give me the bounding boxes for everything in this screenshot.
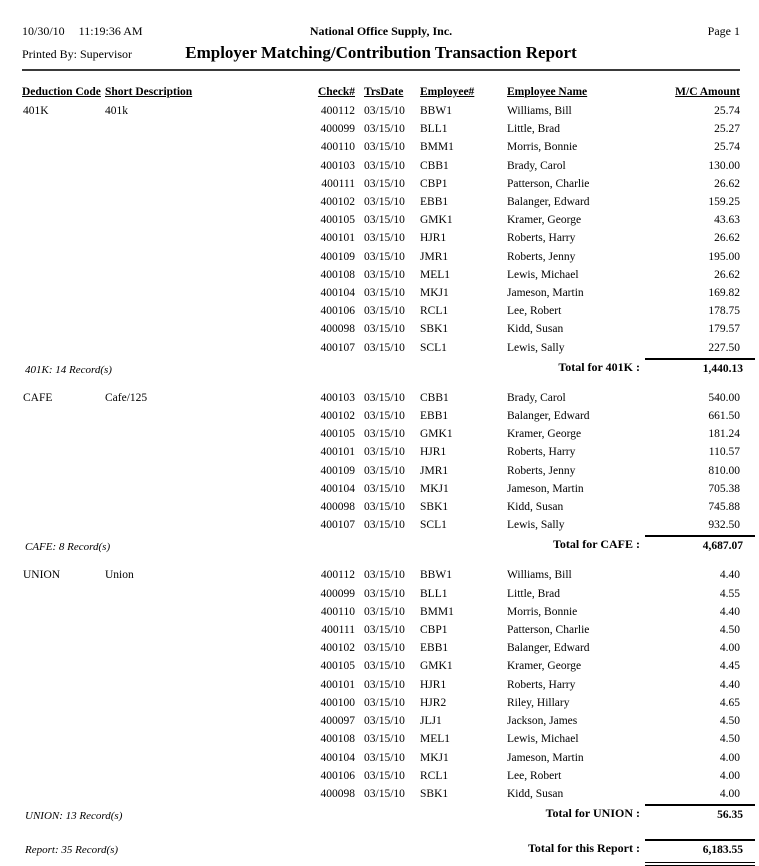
mc-amount: 178.75 [708, 305, 740, 318]
check-number: 400105 [320, 428, 355, 441]
mc-amount: 810.00 [708, 464, 740, 477]
mc-amount: 4.50 [719, 624, 740, 637]
transaction-row [22, 120, 740, 138]
transaction-date: 03/15/10 [364, 428, 405, 441]
mc-amount: 130.00 [708, 159, 740, 172]
employee-name: Brady, Carol [507, 391, 566, 404]
mc-amount: 195.00 [708, 250, 740, 263]
check-number: 400110 [320, 141, 355, 154]
transaction-row [22, 462, 740, 480]
check-number: 400106 [320, 305, 355, 318]
employee-name: Brady, Carol [507, 159, 566, 172]
transaction-date: 03/15/10 [364, 268, 405, 281]
check-number: 400109 [320, 250, 355, 263]
print-date: 10/30/10 [22, 24, 65, 38]
mc-amount: 43.63 [714, 214, 740, 227]
mc-amount: 4.00 [719, 642, 740, 655]
employee-number: CBB1 [420, 159, 449, 172]
check-number: 400111 [321, 624, 355, 637]
group-total-amount: 1,440.13 [645, 358, 755, 377]
employee-number: EBB1 [420, 410, 449, 423]
mc-amount: 745.88 [708, 501, 740, 514]
check-number: 400102 [320, 196, 355, 209]
employee-number: SBK1 [420, 787, 449, 800]
transaction-row [22, 407, 740, 425]
employee-number: MEL1 [420, 733, 451, 746]
employee-name: Lewis, Michael [507, 268, 579, 281]
group-total-amount: 56.35 [645, 804, 755, 823]
employee-number: GMK1 [420, 214, 453, 227]
employee-number: EBB1 [420, 196, 449, 209]
check-number: 400098 [320, 787, 355, 800]
check-number: 400103 [320, 391, 355, 404]
mc-amount: 4.00 [719, 769, 740, 782]
report-title: Employer Matching/Contribution Transaction Report [185, 43, 577, 62]
mc-amount: 4.50 [719, 715, 740, 728]
employee-name: Williams, Bill [507, 105, 572, 117]
employee-name: Morris, Bonnie [507, 141, 578, 154]
transaction-date: 03/15/10 [364, 605, 405, 618]
report-footer [22, 839, 743, 866]
transaction-date: 03/15/10 [364, 123, 405, 136]
check-number: 400107 [320, 519, 355, 532]
transaction-row [22, 480, 740, 498]
transaction-row [22, 498, 740, 516]
header-row-1 [22, 24, 740, 39]
mc-amount: 4.40 [719, 569, 740, 582]
transaction-row [22, 302, 740, 320]
transaction-row [22, 266, 740, 284]
group-total-label: Total for 401K : [558, 359, 640, 374]
check-number: 400108 [320, 268, 355, 281]
employee-number: HJR2 [420, 696, 447, 709]
mc-amount: 4.65 [719, 696, 740, 709]
mc-amount: 179.57 [708, 323, 740, 336]
transaction-date: 03/15/10 [364, 141, 405, 154]
transaction-date: 03/15/10 [364, 250, 405, 263]
group-record-count: CAFE: 8 Record(s) [25, 541, 111, 554]
employee-number: BMM1 [420, 605, 454, 618]
check-number: 400099 [320, 587, 355, 600]
transaction-date: 03/15/10 [364, 177, 405, 190]
employee-name: Roberts, Harry [507, 232, 576, 245]
mc-amount: 25.74 [714, 105, 740, 117]
check-number: 400109 [320, 464, 355, 477]
transaction-date: 03/15/10 [364, 214, 405, 227]
transaction-date: 03/15/10 [364, 696, 405, 709]
employee-name: Kidd, Susan [507, 323, 564, 336]
deduction-short-description: 401k [105, 105, 128, 117]
mc-amount: 4.40 [719, 605, 740, 618]
col-header-employee-name: Employee Name [507, 86, 588, 98]
check-number: 400100 [320, 696, 355, 709]
mc-amount: 26.62 [714, 177, 740, 190]
check-number: 400104 [320, 751, 355, 764]
employee-number: MEL1 [420, 268, 451, 281]
check-number: 400098 [320, 501, 355, 514]
deduction-code: CAFE [23, 391, 53, 404]
employee-name: Kramer, George [507, 428, 582, 441]
employee-name: Little, Brad [507, 123, 561, 136]
employee-name: Lewis, Sally [507, 519, 565, 532]
employee-number: BLL1 [420, 587, 448, 600]
transaction-date: 03/15/10 [364, 715, 405, 728]
transaction-row [22, 639, 740, 657]
transaction-date: 03/15/10 [364, 624, 405, 637]
transaction-row [22, 585, 740, 603]
check-number: 400101 [320, 678, 355, 691]
col-header-check: Check# [317, 86, 355, 98]
mc-amount: 169.82 [708, 287, 740, 300]
print-date-time [22, 24, 202, 39]
header-rule [22, 69, 740, 71]
employee-name: Balanger, Edward [507, 410, 590, 423]
page-number: Page 1 [707, 24, 740, 38]
deduction-short-description: Cafe/125 [105, 391, 148, 404]
deduction-short-description: Union [105, 569, 134, 582]
employee-number: MKJ1 [420, 287, 449, 300]
transaction-date: 03/15/10 [364, 751, 405, 764]
transaction-date: 03/15/10 [364, 678, 405, 691]
employee-number: SBK1 [420, 323, 449, 336]
employee-number: JMR1 [420, 464, 449, 477]
mc-amount: 26.62 [714, 268, 740, 281]
employee-name: Kramer, George [507, 660, 582, 673]
employee-name: Riley, Hillary [507, 696, 570, 709]
mc-amount: 4.55 [719, 587, 740, 600]
check-number: 400102 [320, 642, 355, 655]
mc-amount: 26.62 [714, 232, 740, 245]
employee-number: BMM1 [420, 141, 454, 154]
check-number: 400104 [320, 287, 355, 300]
transaction-date: 03/15/10 [364, 446, 405, 459]
transaction-row [22, 284, 740, 302]
mc-amount: 25.27 [714, 123, 740, 136]
transaction-row [22, 443, 740, 461]
employee-number: SCL1 [420, 519, 447, 532]
col-header-mc-amount: M/C Amount [675, 86, 740, 98]
transaction-date: 03/15/10 [364, 159, 405, 172]
employee-name: Jameson, Martin [507, 482, 584, 495]
transaction-row [22, 657, 740, 675]
check-number: 400106 [320, 769, 355, 782]
employee-number: GMK1 [420, 428, 453, 441]
transaction-rows [22, 102, 740, 357]
check-number: 400099 [320, 123, 355, 136]
print-time: 11:19:36 AM [78, 24, 143, 38]
deduction-code: UNION [23, 569, 61, 582]
employee-name: Little, Brad [507, 587, 561, 600]
check-number: 400105 [320, 214, 355, 227]
employee-number: SCL1 [420, 341, 447, 354]
transaction-row [22, 320, 740, 338]
check-number: 400111 [321, 177, 355, 190]
employee-number: BBW1 [420, 569, 452, 582]
transaction-date: 03/15/10 [364, 391, 405, 404]
mc-amount: 159.25 [708, 196, 740, 209]
transaction-date: 03/15/10 [364, 501, 405, 514]
transaction-date: 03/15/10 [364, 769, 405, 782]
transaction-rows [22, 566, 740, 803]
mc-amount: 227.50 [708, 341, 740, 354]
mc-amount: 4.50 [719, 733, 740, 746]
transaction-date: 03/15/10 [364, 410, 405, 423]
check-number: 400108 [320, 733, 355, 746]
transaction-row [22, 102, 740, 120]
employee-number: HJR1 [420, 678, 447, 691]
mc-amount: 4.00 [719, 787, 740, 800]
report-header [22, 24, 740, 71]
employee-number: JMR1 [420, 250, 449, 263]
transaction-date: 03/15/10 [364, 733, 405, 746]
employee-number: MKJ1 [420, 751, 449, 764]
employee-name: Balanger, Edward [507, 642, 590, 655]
transaction-date: 03/15/10 [364, 482, 405, 495]
check-number: 400107 [320, 341, 355, 354]
transaction-date: 03/15/10 [364, 660, 405, 673]
mc-amount: 181.24 [708, 428, 740, 441]
transaction-row [22, 248, 740, 266]
transaction-row [22, 157, 740, 175]
check-number: 400104 [320, 482, 355, 495]
employee-number: HJR1 [420, 446, 447, 459]
transaction-date: 03/15/10 [364, 587, 405, 600]
transaction-row [22, 749, 740, 767]
employee-number: RCL1 [420, 305, 449, 318]
employee-name: Lee, Robert [507, 305, 562, 318]
mc-amount: 25.74 [714, 141, 740, 154]
transaction-row [22, 138, 740, 156]
employee-name: Jameson, Martin [507, 287, 584, 300]
transaction-row [22, 730, 740, 748]
transaction-row [22, 767, 740, 785]
employee-name: Lee, Robert [507, 769, 562, 782]
col-header-employee-number: Employee# [420, 86, 475, 98]
employee-name: Williams, Bill [507, 569, 572, 582]
employee-name: Roberts, Harry [507, 446, 576, 459]
transaction-date: 03/15/10 [364, 323, 405, 336]
transaction-date: 03/15/10 [364, 569, 405, 582]
transaction-date: 03/15/10 [364, 232, 405, 245]
transaction-date: 03/15/10 [364, 341, 405, 354]
employee-name: Lewis, Michael [507, 733, 579, 746]
mc-amount: 110.57 [708, 446, 740, 459]
report-body [22, 102, 743, 823]
company-name: National Office Supply, Inc. [309, 24, 453, 38]
transaction-date: 03/15/10 [364, 464, 405, 477]
check-number: 400098 [320, 323, 355, 336]
employee-name: Patterson, Charlie [507, 177, 590, 190]
transaction-date: 03/15/10 [364, 519, 405, 532]
transaction-row [22, 621, 740, 639]
report-record-count: Report: 35 Record(s) [25, 844, 119, 857]
transaction-row [22, 603, 740, 621]
transaction-date: 03/15/10 [364, 287, 405, 300]
deduction-group [22, 389, 743, 555]
transaction-row [22, 785, 740, 803]
check-number: 400110 [320, 605, 355, 618]
transaction-row [22, 676, 740, 694]
employee-name: Jameson, Martin [507, 751, 584, 764]
employee-number: CBB1 [420, 391, 449, 404]
col-header-deduction-code: Deduction Code [22, 86, 101, 98]
transaction-row [22, 193, 740, 211]
transaction-row [22, 712, 740, 730]
transaction-row [22, 175, 740, 193]
transaction-row [22, 229, 740, 247]
employee-number: CBP1 [420, 624, 448, 637]
employee-name: Roberts, Jenny [507, 464, 576, 477]
mc-amount: 4.40 [719, 678, 740, 691]
transaction-date: 03/15/10 [364, 105, 405, 117]
employee-number: HJR1 [420, 232, 447, 245]
employee-name: Balanger, Edward [507, 196, 590, 209]
check-number: 400103 [320, 159, 355, 172]
header-row-2 [22, 42, 740, 64]
check-number: 400102 [320, 410, 355, 423]
check-number: 400112 [320, 569, 355, 582]
employee-name: Morris, Bonnie [507, 605, 578, 618]
transaction-row [22, 516, 740, 534]
group-total-label: Total for UNION : [545, 806, 640, 821]
transaction-date: 03/15/10 [364, 305, 405, 318]
mc-amount: 540.00 [708, 391, 740, 404]
employee-number: MKJ1 [420, 482, 449, 495]
employee-name: Patterson, Charlie [507, 624, 590, 637]
transaction-date: 03/15/10 [364, 642, 405, 655]
employee-name: Roberts, Jenny [507, 250, 576, 263]
check-number: 400101 [320, 232, 355, 245]
transaction-row [22, 211, 740, 229]
group-total-label: Total for CAFE : [553, 537, 640, 552]
check-number: 400112 [320, 105, 355, 117]
mc-amount: 4.00 [719, 751, 740, 764]
group-total-amount: 4,687.07 [645, 535, 755, 554]
printed-by: Printed By: Supervisor [22, 47, 132, 61]
employee-name: Kidd, Susan [507, 501, 564, 514]
report-total-label: Total for this Report : [528, 841, 640, 856]
employee-number: JLJ1 [420, 715, 442, 728]
check-number: 400101 [320, 446, 355, 459]
employee-number: BLL1 [420, 123, 448, 136]
employee-number: BBW1 [420, 105, 452, 117]
employee-number: SBK1 [420, 501, 449, 514]
mc-amount: 932.50 [708, 519, 740, 532]
transaction-row [22, 694, 740, 712]
employee-number: CBP1 [420, 177, 448, 190]
transaction-date: 03/15/10 [364, 787, 405, 800]
employee-name: Lewis, Sally [507, 341, 565, 354]
employee-number: GMK1 [420, 660, 453, 673]
deduction-group [22, 566, 743, 823]
employee-name: Jackson, James [507, 715, 578, 728]
transaction-row [22, 425, 740, 443]
employee-name: Kidd, Susan [507, 787, 564, 800]
employee-number: EBB1 [420, 642, 449, 655]
group-record-count: UNION: 13 Record(s) [25, 810, 123, 823]
transaction-date: 03/15/10 [364, 196, 405, 209]
check-number: 400097 [320, 715, 355, 728]
column-headers [22, 84, 740, 100]
check-number: 400105 [320, 660, 355, 673]
col-header-short-description: Short Description [105, 86, 193, 98]
col-header-trsdate: TrsDate [364, 86, 404, 98]
deduction-group [22, 102, 743, 377]
transaction-rows [22, 389, 740, 535]
report-total-amount: 6,183.55 [645, 839, 755, 866]
mc-amount: 4.45 [719, 660, 740, 673]
employee-number: RCL1 [420, 769, 449, 782]
employee-name: Kramer, George [507, 214, 582, 227]
mc-amount: 705.38 [708, 482, 740, 495]
employee-name: Roberts, Harry [507, 678, 576, 691]
transaction-row [22, 339, 740, 357]
deduction-code: 401K [23, 105, 49, 117]
group-record-count: 401K: 14 Record(s) [25, 363, 112, 376]
mc-amount: 661.50 [708, 410, 740, 423]
